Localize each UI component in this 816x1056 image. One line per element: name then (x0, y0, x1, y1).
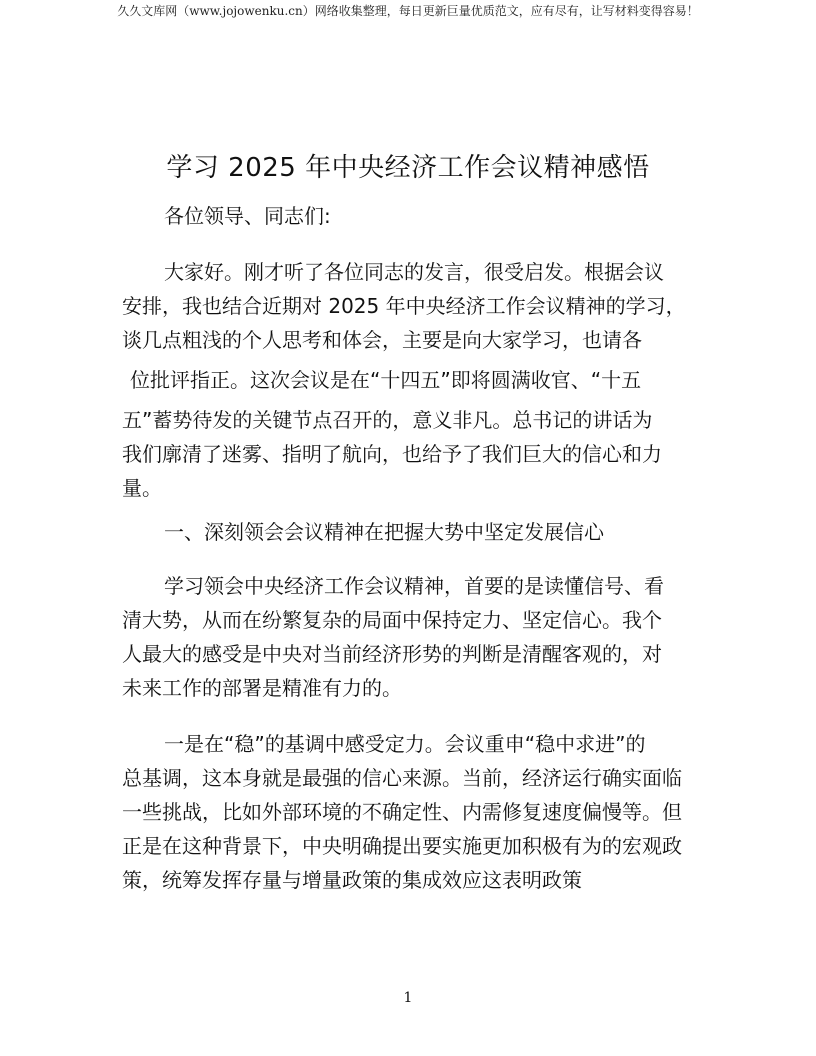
paragraph-line: 正是在这种背景下，中央明确提出要实施更加积极有为的宏观政 (122, 834, 682, 858)
page-number: 1 (403, 990, 413, 1006)
paragraph-line: 清大势，从而在纷繁复杂的局面中保持定力、坚定信心。我个 (122, 608, 662, 632)
paragraph-line: 策，统筹发挥存量与增量政策的集成效应这表明政策 (122, 868, 582, 892)
paragraph-line: 未来工作的部署是精准有力的。 (122, 676, 402, 700)
paragraph-line: 总基调，这本身就是最强的信心来源。当前，经济运行确实面临 (122, 766, 682, 790)
paragraph-line: 人最大的感受是中央对当前经济形势的判断是清醒客观的，对 (122, 642, 662, 666)
header-note: 久久文库网（www.jojowenku.cn）网络收集整理，每日更新巨量优质范文，应有尽有，让写材料变得容易！ (117, 4, 699, 18)
paragraph-line: 学习领会中央经济工作会议精神，首要的是读懂信号、看 (164, 574, 664, 598)
paragraph-line: 谈几点粗浅的个人思考和体会，主要是向大家学习，也请各 (122, 328, 642, 352)
paragraph-line: 位批评指正。这次会议是在“十四五”即将圆满收官、“十五 (130, 368, 642, 392)
paragraph-line: 大家好。刚才听了各位同志的发言，很受启发。根据会议 (164, 260, 664, 284)
paragraph-line: 一是在“稳”的基调中感受定力。会议重申“稳中求进”的 (164, 732, 646, 756)
section-heading: 一、深刻领会会议精神在把握大势中坚定发展信心 (164, 520, 604, 544)
paragraph-line: 量。 (122, 476, 162, 500)
paragraph-line: 五”蓄势待发的关键节点召开的，意义非凡。总书记的讲话为 (122, 408, 653, 432)
paragraph-line: 一些挑战，比如外部环境的不确定性、内需修复速度偏慢等。但 (122, 800, 682, 824)
salutation: 各位领导、同志们: (164, 204, 331, 228)
paragraph-line: 我们廓清了迷雾、指明了航向，也给予了我们巨大的信心和力 (122, 442, 662, 466)
document-title: 学习 2025 年中央经济工作会议精神感悟 (166, 153, 650, 183)
paragraph-line: 安排，我也结合近期对 2025 年中央经济工作会议精神的学习， (122, 294, 686, 318)
